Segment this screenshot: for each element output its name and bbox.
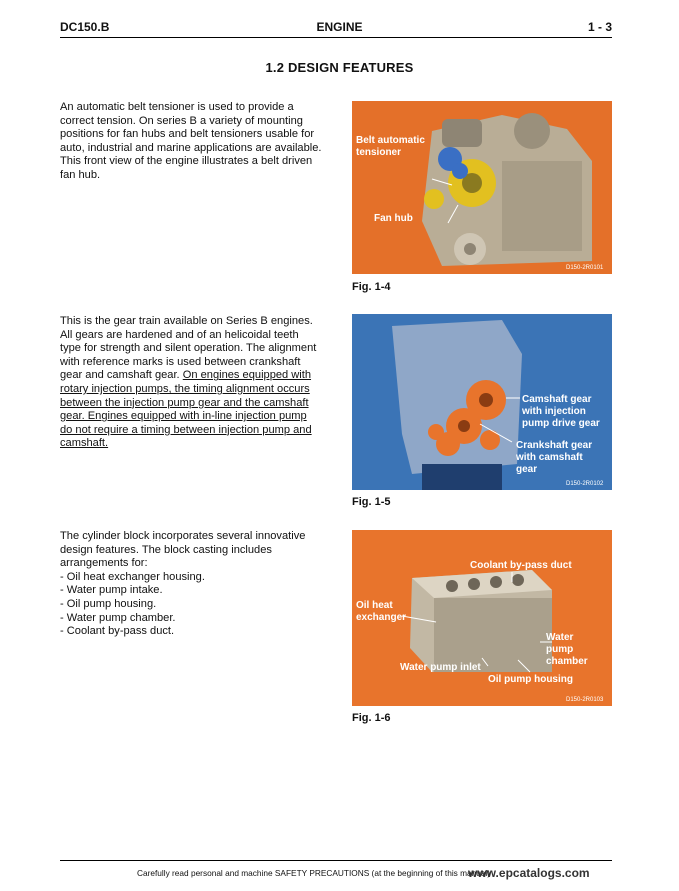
figure-engine-front-view xyxy=(352,101,612,274)
paragraph-gear-train xyxy=(60,315,322,451)
callout-tensioner-line2: tensioner xyxy=(356,147,402,158)
page-number: 1 - 3 xyxy=(587,20,612,34)
paragraph-underlined-text: On engines equipped with rotary injection pumps, the timing alignment occurs between the injection pump gear and the camshaft gear. Engines equipped with in-line injection pump do not require a timing between injection pump and camshaft. xyxy=(60,369,312,450)
figure-caption: Fig. 1-4 xyxy=(352,281,391,293)
callout-oil-pump-housing: Oil pump housing xyxy=(488,674,573,685)
paragraph-belt-tensioner xyxy=(60,101,322,183)
figure-caption: Fig. 1-5 xyxy=(352,496,391,508)
paragraph-cylinder-block xyxy=(60,530,322,639)
callout-camshaft-line2: with injection xyxy=(522,406,586,417)
callout-crankshaft-line2: with camshaft xyxy=(516,452,583,463)
callout-oil-heat-line1: Oil heat xyxy=(356,600,393,611)
figure-caption: Fig. 1-6 xyxy=(352,712,391,724)
watermark: www.epcatalogs.com xyxy=(468,866,590,880)
paragraph-text: The cylinder block incorporates several innovative design features. The block casting includes arrangements for: xyxy=(60,530,306,570)
callout-oil-heat-line2: exchanger xyxy=(356,612,407,623)
paragraph-text: An automatic belt tensioner is used to provide a correct tension. On series B a variety of mounting positions for fan hubs and belt tensioners usable for auto, industrial and marine applications are available. This front view of the engine illustrates a belt driven fan hub. xyxy=(60,101,322,181)
callout-water-chamber-line1: Water xyxy=(546,632,574,643)
list-item: - Water pump chamber. xyxy=(60,611,176,624)
callout-water-chamber-line3: chamber xyxy=(546,656,588,667)
callout-camshaft-line1: Camshaft gear xyxy=(522,394,592,405)
section-title: 1.2 DESIGN FEATURES xyxy=(265,60,414,75)
list-item: - Water pump intake. xyxy=(60,584,163,597)
figure-code: D150-2R0102 xyxy=(566,481,604,487)
footer-rule xyxy=(60,860,612,861)
figure-code: D150-2R0101 xyxy=(566,265,604,271)
list-item: - Coolant by-pass duct. xyxy=(60,625,175,638)
callout-camshaft-line3: pump drive gear xyxy=(522,418,600,429)
callout-crankshaft-line3: gear xyxy=(516,464,538,475)
callout-coolant-duct: Coolant by-pass duct xyxy=(470,560,572,571)
header-title: ENGINE xyxy=(316,20,363,34)
callout-fan-hub: Fan hub xyxy=(374,213,413,224)
callout-crankshaft-line1: Crankshaft gear xyxy=(516,440,593,451)
feature-list xyxy=(60,571,322,639)
figure-cylinder-block xyxy=(352,530,612,706)
header-model: DC150.B xyxy=(60,20,110,34)
callout-water-pump-inlet: Water pump inlet xyxy=(400,662,481,673)
callout-tensioner-line1: Belt automatic xyxy=(356,135,425,146)
list-item: - Oil heat exchanger housing. xyxy=(60,570,205,583)
figure-gear-train xyxy=(352,314,612,490)
paragraph-text: This is the gear train available on Series B engines. All gears are hardened and of an helicoidal teeth type for strength and silent operation. The alignment with reference marks is used between crankshaft gear and camshaft gear. xyxy=(60,315,317,382)
footer-safety-note: Carefully read personal and machine SAFETY PRECAUTIONS (at the beginning of this manual) xyxy=(137,868,491,878)
callout-water-chamber-line2: pump xyxy=(546,644,574,655)
header-rule xyxy=(60,37,612,38)
list-item: - Oil pump housing. xyxy=(60,597,157,610)
figure-code: D150-2R0103 xyxy=(566,697,604,703)
